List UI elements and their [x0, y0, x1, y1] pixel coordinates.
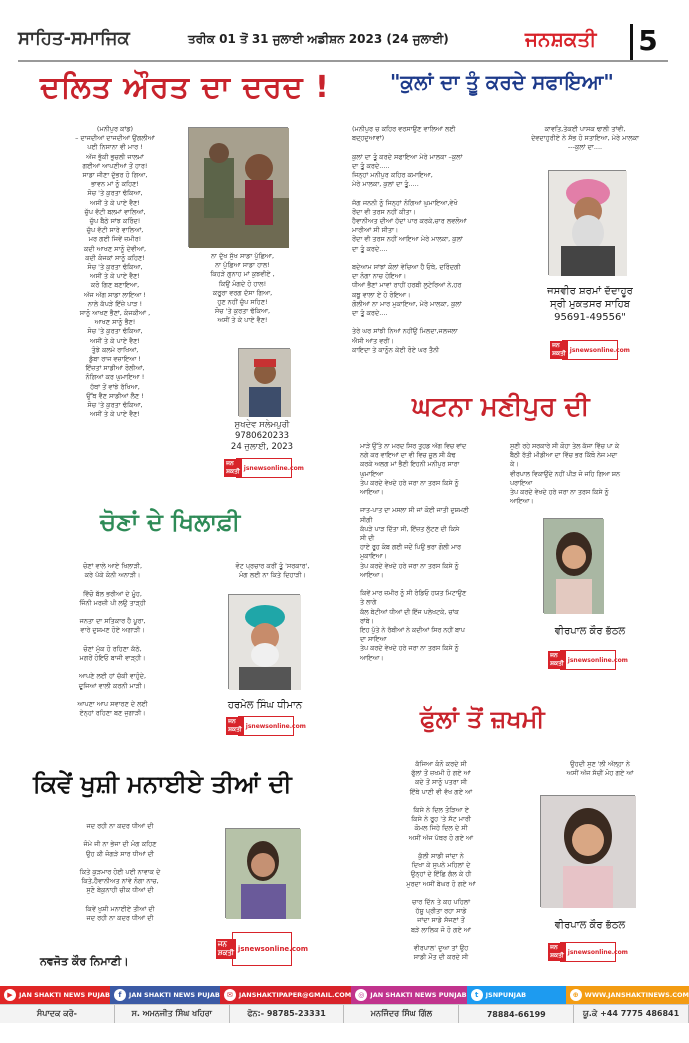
social-icon: t: [471, 989, 483, 1001]
badge-brand: ਜਨ ਸ਼ਕਤੀ: [228, 718, 242, 733]
article-4-headline: ਚੋਣਾਂ ਦੇ ਖਿਲਾਫ਼ੀ: [100, 508, 241, 536]
footer-social-item[interactable]: [110, 986, 220, 1004]
article-1-author-photo-image: [239, 349, 291, 417]
article-4-author: ਹਰਮੇਲ ਸਿੰਘ ਧੀਮਾਨ: [227, 700, 303, 711]
article-1-author-photo: [238, 348, 290, 416]
page-number: 5: [630, 24, 663, 60]
article-1-photo-image: [189, 128, 289, 248]
social-label: JSNPUNJAB: [485, 991, 527, 999]
social-label: JAN SHAKTI NEWS PUNJAB: [370, 991, 467, 999]
article-1-author-name: ਸੁਖਦੇਵ ਸਲੇਮਪੁਰੀ: [234, 420, 290, 430]
social-label: JAN SHAKTI NEWS PUJAB: [19, 991, 110, 999]
article-6-author-photo: [225, 828, 300, 918]
section-title: ਸਾਹਿਤ-ਸਮਾਜਿਕ: [18, 28, 130, 49]
article-1-author: [212, 420, 312, 453]
article-5-badge: [550, 942, 628, 962]
article-2-badge: [552, 340, 630, 360]
social-icon: ✉: [224, 989, 236, 1001]
footer-contact-item: ਸੰਪਾਦਕ ਕਰੋ-: [0, 1005, 115, 1023]
social-label: JAN SHAKTI NEWS PUJAB: [128, 991, 220, 999]
social-icon: ⊕: [570, 989, 582, 1001]
social-icon: ◎: [355, 989, 367, 1001]
footer-contact-item: ਮਨਜਿੰਦਰ ਸਿੰਘ ਗਿੱਲ: [344, 1005, 459, 1023]
footer-contact-bar: [0, 1004, 689, 1023]
brand-logo: [525, 27, 596, 51]
article-3-poem: ਮਾੜੇ ਉੱਤੇ ਨਾ ਮਰਦ ਸਿਰ ਤੁਹਡ ਅੱਗ ਵਿਚ ਵਾਂਦ ਨਗੇ ਕਰ ਵਾਇਆਂ ਦਾ ਵੀ ਵਿਚ ਜੂਲ ਸੀ ਕੱਢ ਕਰਕੇ ਅਲਗ ਮਾਂ ਭੈਣੀ ਇਹਨੀ ਮਨੀਪੁਰ ਸਾਰਾ ਘੁਮਾਇਆ ਤੇਪ ਕਰਦੇ ਵੇਖਦੇ ਹਰੇ ਜਰਾ ਨਾ ਤਰਸ ਕਿਸੇ ਨੂੰ ਆਇਆ। ਜਾਤ-ਪਾਤ ਦਾ ਮਸਲਾ ਸੀ ਜਾਂ ਕੋਈ ਜਾਤੀ ਦੁਸ਼ਮਣੀ ਸੀਗੀ ਕੱਪੜੇ ਪਾੜ ਦਿੱਤਾ ਸੀ, ਇੱਜ਼ਤ ਲੁੱਟਣ ਦੀ ਕਿਸੇ ਸੀ ਦੀ ਹਾਏ ਰੂਹ ਕੰਬ ਗਈ ਜਦੋਂ ਪਿਉ ਭਰਾ ਗੋਲੀ ਮਾਰ ਮੁਕਾਇਆ। ਤੇਪ ਕਰਦੇ ਵੇਖਦੇ ਹਰੇ ਜਰਾ ਨਾ ਤਰਸ ਕਿਸੇ ਨੂੰ ਆਇਆ। ਕਿਵੇਂ ਮਾਰ ਜ਼ਮੀਰ ਨੂੰ ਸੀ ਰੰਡਿਓ ਹਯਤ ਮਿਟਾਉਣ ਤੇ ਲਾਗੇ ਕੱਲ ਬੇਟੀਆਂ ਧੀਆਂ ਦੀ ਇੱਜ ਪਲੇਖਟਕੇ, ਚਾਂਕ ਰਾਂਬੇ। ਇਹ ਪੁੱਤੇ ਨੇ ਰੱਬੀਆਂ ਨੇ ਕਦੀਆਂ ਸਿਰ ਨਹੀਂ ਬਾਪ ਦਾ ਸਾਇਆ ਤੇਪ ਕਰਦੇ ਵੇਖਦੇ ਹਰੇ ਜਰਾ ਨਾ ਤਰਸ ਕਿਸੇ ਨੂੰ ਆਇਆ।: [360, 443, 469, 662]
article-6-headline: ਕਿਵੇਂ ਖੁਸ਼ੀ ਮਨਾਈਏ ਤੀਆਂ ਦੀ: [33, 770, 292, 798]
footer-contact-item: 78884-66199: [459, 1005, 574, 1023]
article-4-badge: [228, 716, 306, 736]
article-4-poem: ਚੋਣਾਂ ਵਾਲੇ ਆਏ ਖਿਲਾੜੀ, ਕਰੇ ਪੱਕੇ ਕੰਨੀ ਅਨਾੜੀ। ਵਿੱਚੋ ਬੱਲ ਭਰੀਆਂ ਦੇ ਮੂੰਹ, ਜਿੰਨੀ ਮਰਜ਼ੀ ਪੀ ਲਉ ਤਾੜ੍ਹੀ ਜਨਤਾ ਦਾ ਸਤਿਕਾਰ ਹੈ ਪੂਰਾ, ਵਾਰੇ ਦੁਸ਼ਮਣ ਹੋਏ ਅਗਾੜੀ। ਚੋਣਾਂ ਮੁੱਕ ਹੋ ਰਹਿਣਾ ਕੱਠੇ, ਮਗਰੋਂ ਹੋਇਓ ਬਾਜੀ ਵਾੜ੍ਹੀ। ਆਪਣੇ ਲਈ ਹਾਂ ਚੱਕੀ ਵਾਹੁੰਦੇ, ਦੂਜਿਆਂ ਵਾਲੀ ਕਰਨੀ ਮਾੜੀ। ਆਪਣਾ ਆਪ ਸਵਾਰਣ ਦੇ ਲਈ ਏਨ੍ਹਾਂ ਰਹਿਣਾ ਬਣ ਜੁਗਾੜੀ।: [77, 562, 148, 718]
footer-social-item[interactable]: [220, 986, 351, 1004]
article-6-author: ਨਵਜੋਤ ਕੌਰ ਨਿਮਾਣੀ।: [40, 955, 129, 968]
article-5-author-photo: [540, 795, 635, 907]
badge-site: jsnewsonline.com: [567, 948, 628, 956]
article-2-headline: "ਕੁਲਾਂ ਦਾ ਤੂੰ ਕਰਦੇ ਸਫਾਇਆ": [390, 70, 614, 94]
article-3-poem-2: ਸੁਣੀ ਰਹੇ ਸਰਕਾਰੇ ਸੀ ਕੋਹਾ ਤੇਲ ਕੱਜਾ ਵਿੱਚ ਪਾ ਕੇ ਬੈਠੀ ਰੱਤੀ ਮੀਡੀਆ ਦਾ ਵਿੱਚ ਭਰ ਕਿੱਥੋ ਨੇਜ ਮਦਾ ਕੇ। ਵੀਰਪਾਲ ਵਿਕਾਉਂਦੇ ਨਹੀਂ ਪੀੜ ਜੋ ਜਹਿ ਗਿਆ ਸ਼ਨ ਪਰਾਇਆ ਤੇਪ ਕਰਦੇ ਵੇਖਦੇ ਹਰੇ ਜਰਾ ਨਾ ਤਰਸ ਕਿਸੇ ਨੂੰ ਆਇਆ।: [510, 443, 620, 506]
social-label: JANSHAKTIPAPER@GMAIL.COM: [238, 991, 352, 999]
article-5-poem: ਕੱਜਿਆ ਕੰਨੋ ਕਰਦੇ ਸੀ ਫੁੱਲਾਂ ਤੋਂ ਜ਼ਖਮੀ ਹੋ ਗਏ ਆਂ ਕਦੇ ਤੋਂ ਸਾਨੂੰ ਪਤਰਾ ਸੀ ਇੱਥੇ ਪਾਣੀ ਵੀ ਵੱਖ ਗਏ ਆਂ ਕਿਸੇ ਨੇ ਦਿਲ ਤੋੜਿਆ ਏ ਕਿਸੇ ਨੇ ਰੂਹ 'ਤੇ ਸੱਟ ਮਾਰੀ ਕੋਮਲ ਜਿਹੇ ਦਿਲ ਦੇ ਸੀ ਅਸੀਂ ਅੱਜ ਪੱਥਰ ਹੋ ਗਏ ਆਂ ਕੁੱਲੀ ਸਾਡੀ ਜਾਂਦਾ ਨੇ ਦਿਖਾ ਕੇ ਸੁਪਨੇ ਮਹਿਲਾਂ ਦੇ ਉਨ੍ਹਾਂ ਦੇ ਇੱਛਿ ਗੱਲ ਕੇ ਹੀ ਮੁਰਦਾ ਅਸੀਂ ਬੇਘਰ ਹੋ ਗਏ ਆਂ ਚਾਰ ਦਿੱਨ ਤੇ ਕਹ ਪਹਿਲਾਂ ਹੱਸੂ ਪ੍ਰੀਤਾ ਰਹਾ ਸਾਡੇ ਜਾਂਦਾ ਸਾਡੇ ਸੱਜਣਾਂ ਤੋਂ ਬੜੇ ਲਾਲਿਕ ਜੋ ਹੋ ਗਏ ਆਂ ਵੀਰਪਾਲ' ਦੁਆ ਤਾਂ ਉਹ ਸਾਡੀ ਮੌਤ ਦੀ ਕਰਦੇ ਸੀ: [406, 760, 476, 962]
article-1-photo: [188, 127, 288, 247]
brand-part-2: ਸ਼ਕਤੀ: [550, 27, 597, 51]
footer-contact-item: ਫੋਨ:- 98785-23331: [230, 1005, 345, 1023]
article-2-poem-2: ਕਾਵਤਿ,ਤੇਕਈ ਪਾਸਕ ਢਾਲੀ ਤਾਂਵੀ, ਦੇਵਦਾਹੁਰੀਏ ਨੇ ਸੱਭ ਹੋ ਸਤਾਇਆ, ਮੇਰੇ ਮਾਲਕਾ ---ਕੁਲਾਂ ਦਾ....: [531, 125, 639, 152]
footer-social-item[interactable]: [566, 986, 689, 1004]
article-3-badge: [550, 650, 628, 670]
article-1-poem-2: ਨਾ ਦੁੱਖ ਸੁੱਖ ਸਾਡਾ ਪੁੱਛਿਆ, ਨਾ ਪੁੱਛਿਆ ਸਾਡਾ ਹਾਲ! ਕਿਹੜੇ ਗੁਨਾਹ ਮਾਂ ਕੁਝਵੀਏ , ਕਿਉਂ ਮੰਗਦੇ ਹੋ ਹਾਲ! ਕਰੂਰਾ ਵਰਗ ਦੱਸਾ ਗਿਆ, ਹੁਣ ਨਹੀਂ ਚੁੱਪ ਸਹਿਣ! ਸੋਚ 'ਤੇ ਕੁਰਤਾ ਢੱਕਿਆ, ਅਸੀਂ ਤੇ ਕੇ ਪਾਏ ਵੈਣ!: [210, 252, 275, 325]
article-6-poem: ਜਦ ਰਹੀ ਨਾ ਕਦਰ ਧੀਆਂ ਦੀ ਜੰਮੇ ਜੀ ਨਾ ਭੇਜਾ ਦੀ ਮੰਗ ਕਹਿਣ ਉਹ ਕੀ ਜੋਗੜੇ ਸਾਰ ਧੀਆਂ ਦੀ ਕਿਤੇ ਕੁੜਮਾਰ ਹੋਈ ਪਈ ਨਾਵਾਕ ਦੇ ਕਿਤੇ,ਹੈਵਾਨੀਅਤ ਨਾਂਵੇ ਨੰਗਾ ਨਾਚ, ਸੁਣੋ ਬੇਕੁਨਾਹੀ ਚੀਕ ਧੀਆਂ ਦੀ ਕਿਵੇਂ ਖੁਸ਼ੀ ਮਨਾਈਏ ਤੀਆਂ ਦੀ ਜਦ ਰਹੀ ਨਾ ਕਦਰ ਧੀਆਂ ਦੀ: [79, 822, 161, 923]
article-3-author-photo-image: [544, 519, 604, 614]
badge-brand: ਜਨ ਸ਼ਕਤੀ: [217, 940, 234, 957]
article-2-author-name: ਜਸਵੀਰ ਸ਼ਰਮਾਂ ਦੱਦਾਹੂਰ: [547, 286, 633, 297]
article-3-author: ਵੀਰਪਾਲ ਕੌਰ ਭੱਠਲ: [554, 626, 626, 637]
article-1-author-phone: 9780620233: [234, 431, 290, 441]
footer-contact-item: ਸ. ਅਮਨਜੀਤ ਸਿੰਘ ਖਹਿਰਾ: [115, 1005, 230, 1023]
article-3-headline: ਘਟਨਾ ਮਣੀਪੁਰ ਦੀ: [412, 392, 590, 422]
footer-social-item[interactable]: [467, 986, 566, 1004]
article-1-poem: (ਮਨੀਪੁਰ ਕਾਂਡ) – ਦਾਜਦੀਆਂ ਦਾਜਦੀਆਂ ਉਂਗਲੀਆਂ ਪਈ ਨਿਸਾਨਾ ਵੀ ਮਾਰ ! ਅੱਜ ਭੁੱਕੀ ਭੁਚਲੀ ਜਾਲਮਾਂ ਗਈਆਂ ਆਪਣੀਆਂ ਤੋਂ ਹਾਰ! ਸਾਡਾ ਜੀਣਾ ਦੁੱਭਰ ਹੋ ਗਿਆ, ਭਾਵਨ ਮਾਂ ਨੂੰ ਕਹਿਣ! ਸੋਚ 'ਤੇ ਕੁਰਤਾ ਢੱਕਿਆ, ਅਸੀਂ ਤੇ ਕੇ ਪਾਏ ਵੈਣ! ਚੁੱਪ ਵੱਟੀ ਬਲਮਾਂ ਵਾਲਿਆਂ, ਚੁੱਪ ਬੈਠੇ ਸਾਂਝ ਕਰਿੰਦ! ਚੁੱਪ ਵੱਟੀ ਸਾਰੇ ਵਾਲਿਆਂ, ਮਰ ਗਈ ਜਿਵੇਂ ਜ਼ਮੀਰ! ਕਦੀ ਆਖਣ ਸਾਨੂੰ ਦੇਵੀਆਂ, ਕਦੀ ਕੰਜਕਾਂ ਸਾਨੂੰ ਕਹਿਣ! ਸੋਚ 'ਤੇ ਕੁਰਤਾ ਢੱਕਿਆ, ਅਸੀਂ ਤੇ ਕੇ ਪਾਏ ਵੈਣ! ਕਰੋ ਗਿਣ ਬਣਾਇਆ, ਅੱਜ ਅੱਗ ਸਾਡਾ ਲਾਇਆ ! ਨਾਲੇ ਕੱਪੜੇ ਇੱਜ਼ੇ ਪਾੜ ! ਸਾਨੂੰ ਆਖਣ ਭੈਣਾਂ, ਕੰਜਕੀਆਂ , ਆਖਣ ਸਾਨੂੰ ਭੈਣ! ਸੋਚ 'ਤੇ ਕੁਰਤਾ ਢੱਕਿਆ, ਅਸੀਂ ਤੇ ਕੇ ਪਾਏ ਵੈਣ! ਤੁੰਝੇ ਕਲਮੇ ਰਾਖਿਆਂ, ਡੁੱਬਾ ਰਾਜ ਵਜ਼ਾਇਆ ! ਇੱਜ਼ਤਾਂ ਸਾਡੀਆਂ ਰੋਲੀਆਂ, ਨੰਗਿਆਂ ਕਰ ਘੁਮਾਇਆ ! ਹੱਥਾਂ ਤੋਂ ਵਾਂਝੇ ਰੱਖਿਆ, ਉੱਥ ਵੈਣ ਸਾਡੀਆਂ ਲੈਣ ! ਸੋਚ 'ਤੇ ਕੁਰਤਾ ਢੱਕਿਆ, ਅਸੀਂ ਤੇ ਕੇ ਪਾਏ ਵੈਣ!: [75, 125, 155, 419]
social-label: WWW.JANSHAKTINEWS.COM: [584, 991, 689, 999]
badge-site: jsnewsonline.com: [569, 346, 630, 354]
article-4-author-photo-image: [229, 595, 301, 690]
badge-brand: ਜਨ ਸ਼ਕਤੀ: [550, 944, 564, 959]
footer-social-item[interactable]: [0, 986, 110, 1004]
social-icon: f: [114, 989, 126, 1001]
article-5-headline: ਫੁੱਲਾਂ ਤੋਂ ਜ਼ਖਮੀ: [420, 705, 545, 733]
article-6-author-photo-image: [226, 829, 301, 919]
badge-site: jsnewsonline.com: [567, 656, 628, 664]
article-6-badge: [217, 932, 309, 966]
article-1-badge: [226, 458, 304, 478]
social-icon: ▶: [4, 989, 16, 1001]
issue-date: ਤਰੀਕ 01 ਤੋਂ 31 ਜੁਲਾਈ ਅਡੀਸ਼ਨ 2023 (24 ਜੁਲਾਈ): [188, 32, 449, 46]
badge-brand: ਜਨ ਸ਼ਕਤੀ: [552, 342, 566, 357]
article-2-author-photo-image: [549, 171, 627, 276]
article-5-author: ਵੀਰਪਾਲ ਕੌਰ ਭੱਠਲ: [554, 920, 626, 931]
badge-site: jsnewsonline.com: [245, 722, 306, 730]
footer-social-bar: [0, 986, 689, 1004]
footer-social-item[interactable]: [351, 986, 466, 1004]
badge-site: jsnewsonline.com: [243, 464, 304, 472]
article-2-author-photo: [548, 170, 626, 275]
article-1-date: 24 ਜੁਲਾਈ, 2023: [230, 442, 294, 452]
article-2-poem: (ਮਨੀਪੁਰ ਚ ਕਹਿਰ ਵਰਸਾਉਣ ਵਾਲਿਆਂ ਲਈ ਬਦ੍ਹਦੁਆਵਾਂ) ਕੁਲਾਂ ਦਾ ਤੂੰ ਕਰਦੇ ਸਫਾਇਆ ਮੇਰੇ ਮਾਲਕਾ –ਕੁਲਾਂ ਦਾ ਤੂੰ ਕਰਦੇ..... ਜਿਨ੍ਹਾਂ ਮਨੀਪੁਰ ਕਹਿਰ ਕਮਾਇਆ, ਮੇਰੇ ਮਾਲਕਾ, ਕੁਲਾਂ ਦਾ ਤੂੰ..... ਜੱਗ ਜਨਨੀ ਨੂੰ ਜਿਨ੍ਹਾਂ ਨੰਗਿਆਂ ਘੁਮਾਇਆ,ਵੇਖੋ ਰੋਂਦਾ ਵੀ ਤਰਸ ਨਹੀਂ ਕੀਤਾ। ਹੈਵਾਨੀਅਤ ਦੀਆਂ ਹੱਦਾਂ ਪਾਰ ਕਰਕੇ,ਚਾਰ ਲਵਲੋਆਂ ਮਾਰੀਆਂ ਸੀ ਸੀਤਾ। ਰੋਂਦਾ ਵੀ ਤਰਸ ਨਹੀਂ ਆਇਆ ਮੇਰੇ ਮਾਲਕਾ, ਕੁਲਾਂ ਦਾ ਤੂੰ ਕਰਦੇ.... ਬਦੇਆਮ ਸਾਂਝਾਂ ਕੋਲਾਂ ਵੇਚਿਆ ਹੈ ਓਥੇ, ਦਰਿੰਦਗੀ ਦਾ ਨੰਗਾ ਨਾਚ ਹੋਇਆ। ਧੀਆਂ ਭੈਣਾਂ ਮਾਵਾਂ ਰਾਹੀਂ ਹਰਬੀ ਲੁਟੇਰਿਆਂ ਨੇ,ਹਰ ਕਥੂ ਵਾਲਾ ਏ ਹੋ ਰੋਇਆ। ਗੋਲੀਆਂ ਨਾ ਮਾਰ ਮੁਕਾਇਆ, ਮੇਰੇ ਮਾਲਕਾ, ਕੁਲਾਂ ਦਾ ਤੂੰ ਕਰਦੇ.... ਤੇਰੇ ਘਰ ਸਾਂਝੀ ਨਿਆਂ ਨਹੀਂਉਂ ਮਿਲਦਾ,ਜਲਜਲਾ ਐਸੀ ਆਂਤ ਵਰੀਂ। ਕਾਇਦਾ ਤੇ ਕਾਨੂੰਨ ਕੇਈ ਰੋਏ ਘਰ ਤੈਨੀ: [352, 125, 467, 354]
article-5-author-photo-image: [541, 796, 636, 908]
brand-part-1: ਜਨ: [525, 27, 551, 51]
article-1-headline: ਦਲਿਤ ਔਰਤ ਦਾ ਦਰਦ !: [40, 70, 330, 105]
footer-contact-item: ਯੂ.ਕੇ +44 7775 486841: [574, 1005, 689, 1023]
article-2-author: [520, 285, 660, 324]
badge-site: jsnewsonline.com: [237, 945, 309, 953]
badge-brand: ਜਨ ਸ਼ਕਤੀ: [550, 652, 564, 667]
badge-brand: ਜਨ ਸ਼ਕਤੀ: [226, 460, 240, 475]
article-4-poem-2: ਵੋਟ ਪ੍ਰਚਾਰ ਕਰੀਂ ਤੂੰ 'ਸਰਕਾਰ', ਮੰਗ ਲਈ ਨਾ ਕਿਤੇ ਦਿਹਾੜੀ।: [235, 562, 310, 580]
article-3-author-photo: [543, 518, 603, 613]
article-5-poem-2: ਉਹਦੀ ਸੁਣ 'ਲੀ ਅੱਲ੍ਹਾ ਨੇ ਅਸੀਂ ਅੱਜ ਸੱਚੀਂ ਮੋਹ ਗਏ ਆਂ: [566, 760, 634, 778]
article-4-author-photo: [228, 594, 300, 689]
article-2-author-phone: 95691-49556": [554, 312, 626, 323]
article-2-author-place: ਸ੍ਰੀ ਮੁਕਤਸਰ ਸਾਹਿਬ: [549, 299, 630, 310]
